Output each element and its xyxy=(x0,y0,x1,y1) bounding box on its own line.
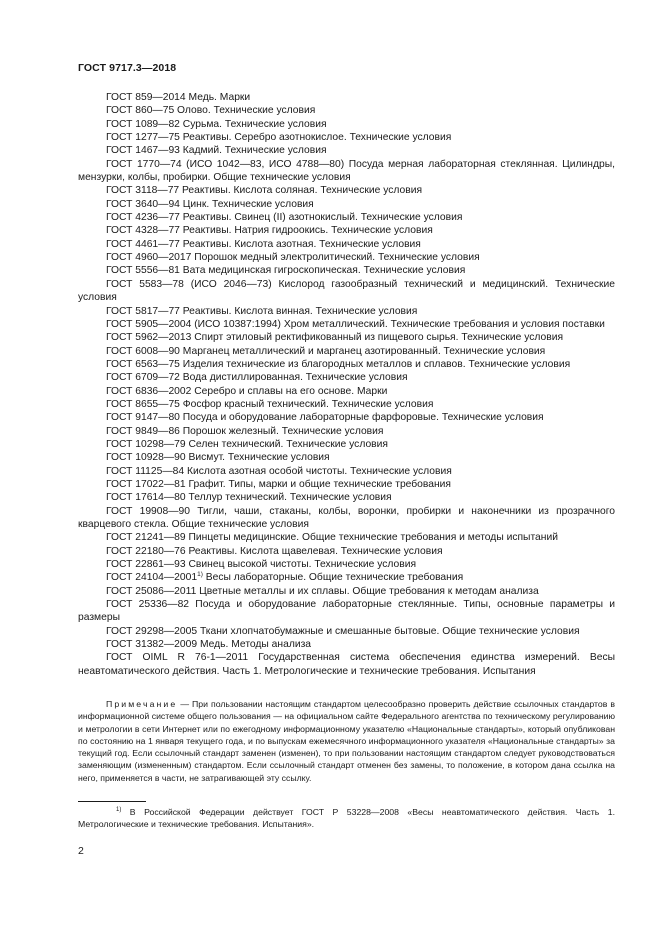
reference-text: ГОСТ 4236—77 Реактивы. Свинец (II) азотнокислый. Технические условия xyxy=(106,212,463,224)
reference-text: ГОСТ 11125—84 Кислота азотная особой чистоты. Технические условия xyxy=(106,465,452,477)
reference-text-rest: Весы лабораторные. Общие технические требования xyxy=(202,572,464,584)
reference-item xyxy=(78,198,615,211)
reference-text: ГОСТ 3118—77 Реактивы. Кислота соляная. Технические условия xyxy=(106,185,423,197)
reference-item xyxy=(78,131,615,144)
reference-text: ГОСТ 10928—90 Висмут. Технические условия xyxy=(106,452,330,464)
reference-item xyxy=(78,104,615,117)
footnote xyxy=(78,806,615,830)
reference-item xyxy=(78,531,615,544)
reference-text: ГОСТ 9849—86 Порошок железный. Технические условия xyxy=(106,425,384,437)
reference-text: ГОСТ 29298—2005 Ткани хлопчатобумажные и смешанные бытовые. Общие технические условия xyxy=(106,625,580,637)
reference-item xyxy=(78,598,615,625)
reference-item xyxy=(78,451,615,464)
note-paragraph xyxy=(78,698,615,784)
reference-item xyxy=(78,545,615,558)
reference-item xyxy=(78,318,615,331)
page-number: 2 xyxy=(78,845,84,857)
footnote-separator xyxy=(78,801,146,802)
reference-item xyxy=(78,331,615,344)
reference-text: ГОСТ 22180—76 Реактивы. Кислота щавелевая. Технические условия xyxy=(106,545,443,557)
reference-text: ГОСТ 5905—2004 (ИСО 10387:1994) Хром металлический. Технические требования и условия поставки xyxy=(106,318,605,330)
reference-text: ГОСТ 24104—2001 xyxy=(106,572,198,584)
reference-text: ГОСТ 10298—79 Селен технический. Технические условия xyxy=(106,438,388,450)
reference-text: ГОСТ 6709—72 Вода дистиллированная. Технические условия xyxy=(106,372,408,384)
reference-item xyxy=(78,91,615,104)
reference-item xyxy=(78,491,615,504)
footnote-text: В Российской Федерации действует ГОСТ Р 53228—2008 «Весы неавтоматического действия. Часть 1. Метрологические и технические требования. Испытания». xyxy=(78,807,615,830)
reference-item xyxy=(78,251,615,264)
reference-item xyxy=(78,144,615,157)
reference-item xyxy=(78,585,615,598)
reference-text: ГОСТ 22861—93 Свинец высокой чистоты. Технические условия xyxy=(106,559,417,571)
reference-text: ГОСТ 1467—93 Кадмий. Технические условия xyxy=(106,145,327,157)
reference-item xyxy=(78,385,615,398)
reference-item xyxy=(78,371,615,384)
reference-item xyxy=(78,411,615,424)
reference-text: ГОСТ OIML R 76-1—2011 Государственная система обеспечения единства измерений. Весы неавтоматического действия. Часть 1. Метрологические и технические требования. Испытания xyxy=(78,652,615,677)
reference-text: ГОСТ 6008—90 Марганец металлический и марганец азотированный. Технические условия xyxy=(106,345,546,357)
footnote-ref-mark: 1) xyxy=(197,571,203,579)
reference-item xyxy=(78,238,615,251)
reference-text: ГОСТ 4328—77 Реактивы. Натрия гидроокись. Технические условия xyxy=(106,225,433,237)
reference-text: ГОСТ 1277—75 Реактивы. Серебро азотнокислое. Технические условия xyxy=(106,132,452,144)
reference-item xyxy=(78,211,615,224)
reference-text: ГОСТ 6563—75 Изделия технические из благородных металлов и сплавов. Технические условия xyxy=(106,358,571,370)
reference-item xyxy=(78,438,615,451)
reference-text: ГОСТ 21241—89 Пинцеты медицинские. Общие технические требования и методы испытаний xyxy=(106,532,558,544)
reference-item xyxy=(78,571,615,584)
reference-text: ГОСТ 859—2014 Медь. Марки xyxy=(106,92,251,103)
reference-text: ГОСТ 9147—80 Посуда и оборудование лабораторные фарфоровые. Технические условия xyxy=(106,412,544,424)
reference-text: ГОСТ 5962—2013 Спирт этиловый ректификованный из пищевого сырья. Технические условия xyxy=(106,332,564,344)
reference-item xyxy=(78,638,615,651)
reference-item xyxy=(78,651,615,678)
reference-text: ГОСТ 1089—82 Сурьма. Технические условия xyxy=(106,118,327,130)
reference-text: ГОСТ 1770—74 (ИСО 1042—83, ИСО 4788—80) Посуда мерная лабораторная стеклянная. Цилиндры, мензурки, колбы, пробирки. Общие технические условия xyxy=(78,158,615,184)
reference-item xyxy=(78,358,615,371)
reference-item xyxy=(78,305,615,318)
reference-text: ГОСТ 6836—2002 Серебро и сплавы на его основе. Марки xyxy=(106,385,388,397)
reference-text: ГОСТ 8655—75 Фосфор красный технический. Технические условия xyxy=(106,398,434,410)
reference-text: ГОСТ 5583—78 (ИСО 2046—73) Кислород газообразный технический и медицинский. Технические условия xyxy=(78,278,615,304)
reference-item xyxy=(78,184,615,197)
reference-text: ГОСТ 17022—81 Графит. Типы, марки и общие технические требования xyxy=(106,478,451,490)
reference-item xyxy=(78,465,615,478)
page-header: ГОСТ 9717.3—2018 xyxy=(78,62,177,74)
reference-text: ГОСТ 5817—77 Реактивы. Кислота винная. Технические условия xyxy=(106,305,418,317)
reference-item xyxy=(78,264,615,277)
reference-item xyxy=(78,625,615,638)
reference-item xyxy=(78,398,615,411)
note-label: Примечание xyxy=(106,699,178,709)
reference-text: ГОСТ 4461—77 Реактивы. Кислота азотная. Технические условия xyxy=(106,238,421,250)
reference-item xyxy=(78,158,615,185)
reference-item xyxy=(78,478,615,491)
normative-references-list xyxy=(78,91,615,678)
reference-text: ГОСТ 4960—2017 Порошок медный электролитический. Технические условия xyxy=(106,252,480,264)
reference-text: ГОСТ 5556—81 Вата медицинская гигроскопическая. Технические условия xyxy=(106,265,466,277)
reference-item xyxy=(78,224,615,237)
reference-text: ГОСТ 19908—90 Тигли, чаши, стаканы, колбы, воронки, пробирки и наконечники из прозрачного кварцевого стекла. Общие технические условия xyxy=(78,505,615,530)
reference-text: ГОСТ 860—75 Олово. Технические условия xyxy=(106,105,316,117)
reference-item xyxy=(78,425,615,438)
reference-text: ГОСТ 25336—82 Посуда и оборудование лабораторные стеклянные. Типы, основные параметры и размеры xyxy=(78,599,615,624)
reference-item xyxy=(78,118,615,131)
reference-text: ГОСТ 17614—80 Теллур технический. Технические условия xyxy=(106,492,392,504)
reference-text: ГОСТ 25086—2011 Цветные металлы и их сплавы. Общие требования к методам анализа xyxy=(106,585,539,597)
note-text: — При пользовании настоящим стандартом целесообразно проверить действие ссылочных стандартов в информационной системе общего пользования — на официальном сайте Федерального агентства по техническому регулированию и метрологии в сети Интернет или по ежегодному информационному указателю «Национальные стандарты», который опубликован по состоянию на 1 января текущего года, и по выпускам ежемесячного информационного указателя «Национальные стандарты» за текущий год. Если ссылочный стандарт заменен (изменен), то при пользовании настоящим стандартом следует руководствоваться заменяющим (измененным) стандартом. Если ссылочный стандарт отменен без замены, то положение, в котором дана ссылка на него, применяется в части, не затрагивающей эту ссылку. xyxy=(78,699,615,783)
footnote-mark: 1) xyxy=(116,807,122,813)
reference-item xyxy=(78,278,615,305)
reference-text: ГОСТ 3640—94 Цинк. Технические условия xyxy=(106,198,314,210)
reference-item xyxy=(78,558,615,571)
reference-text: ГОСТ 31382—2009 Медь. Методы анализа xyxy=(106,639,312,651)
reference-item xyxy=(78,505,615,532)
reference-item xyxy=(78,345,615,358)
